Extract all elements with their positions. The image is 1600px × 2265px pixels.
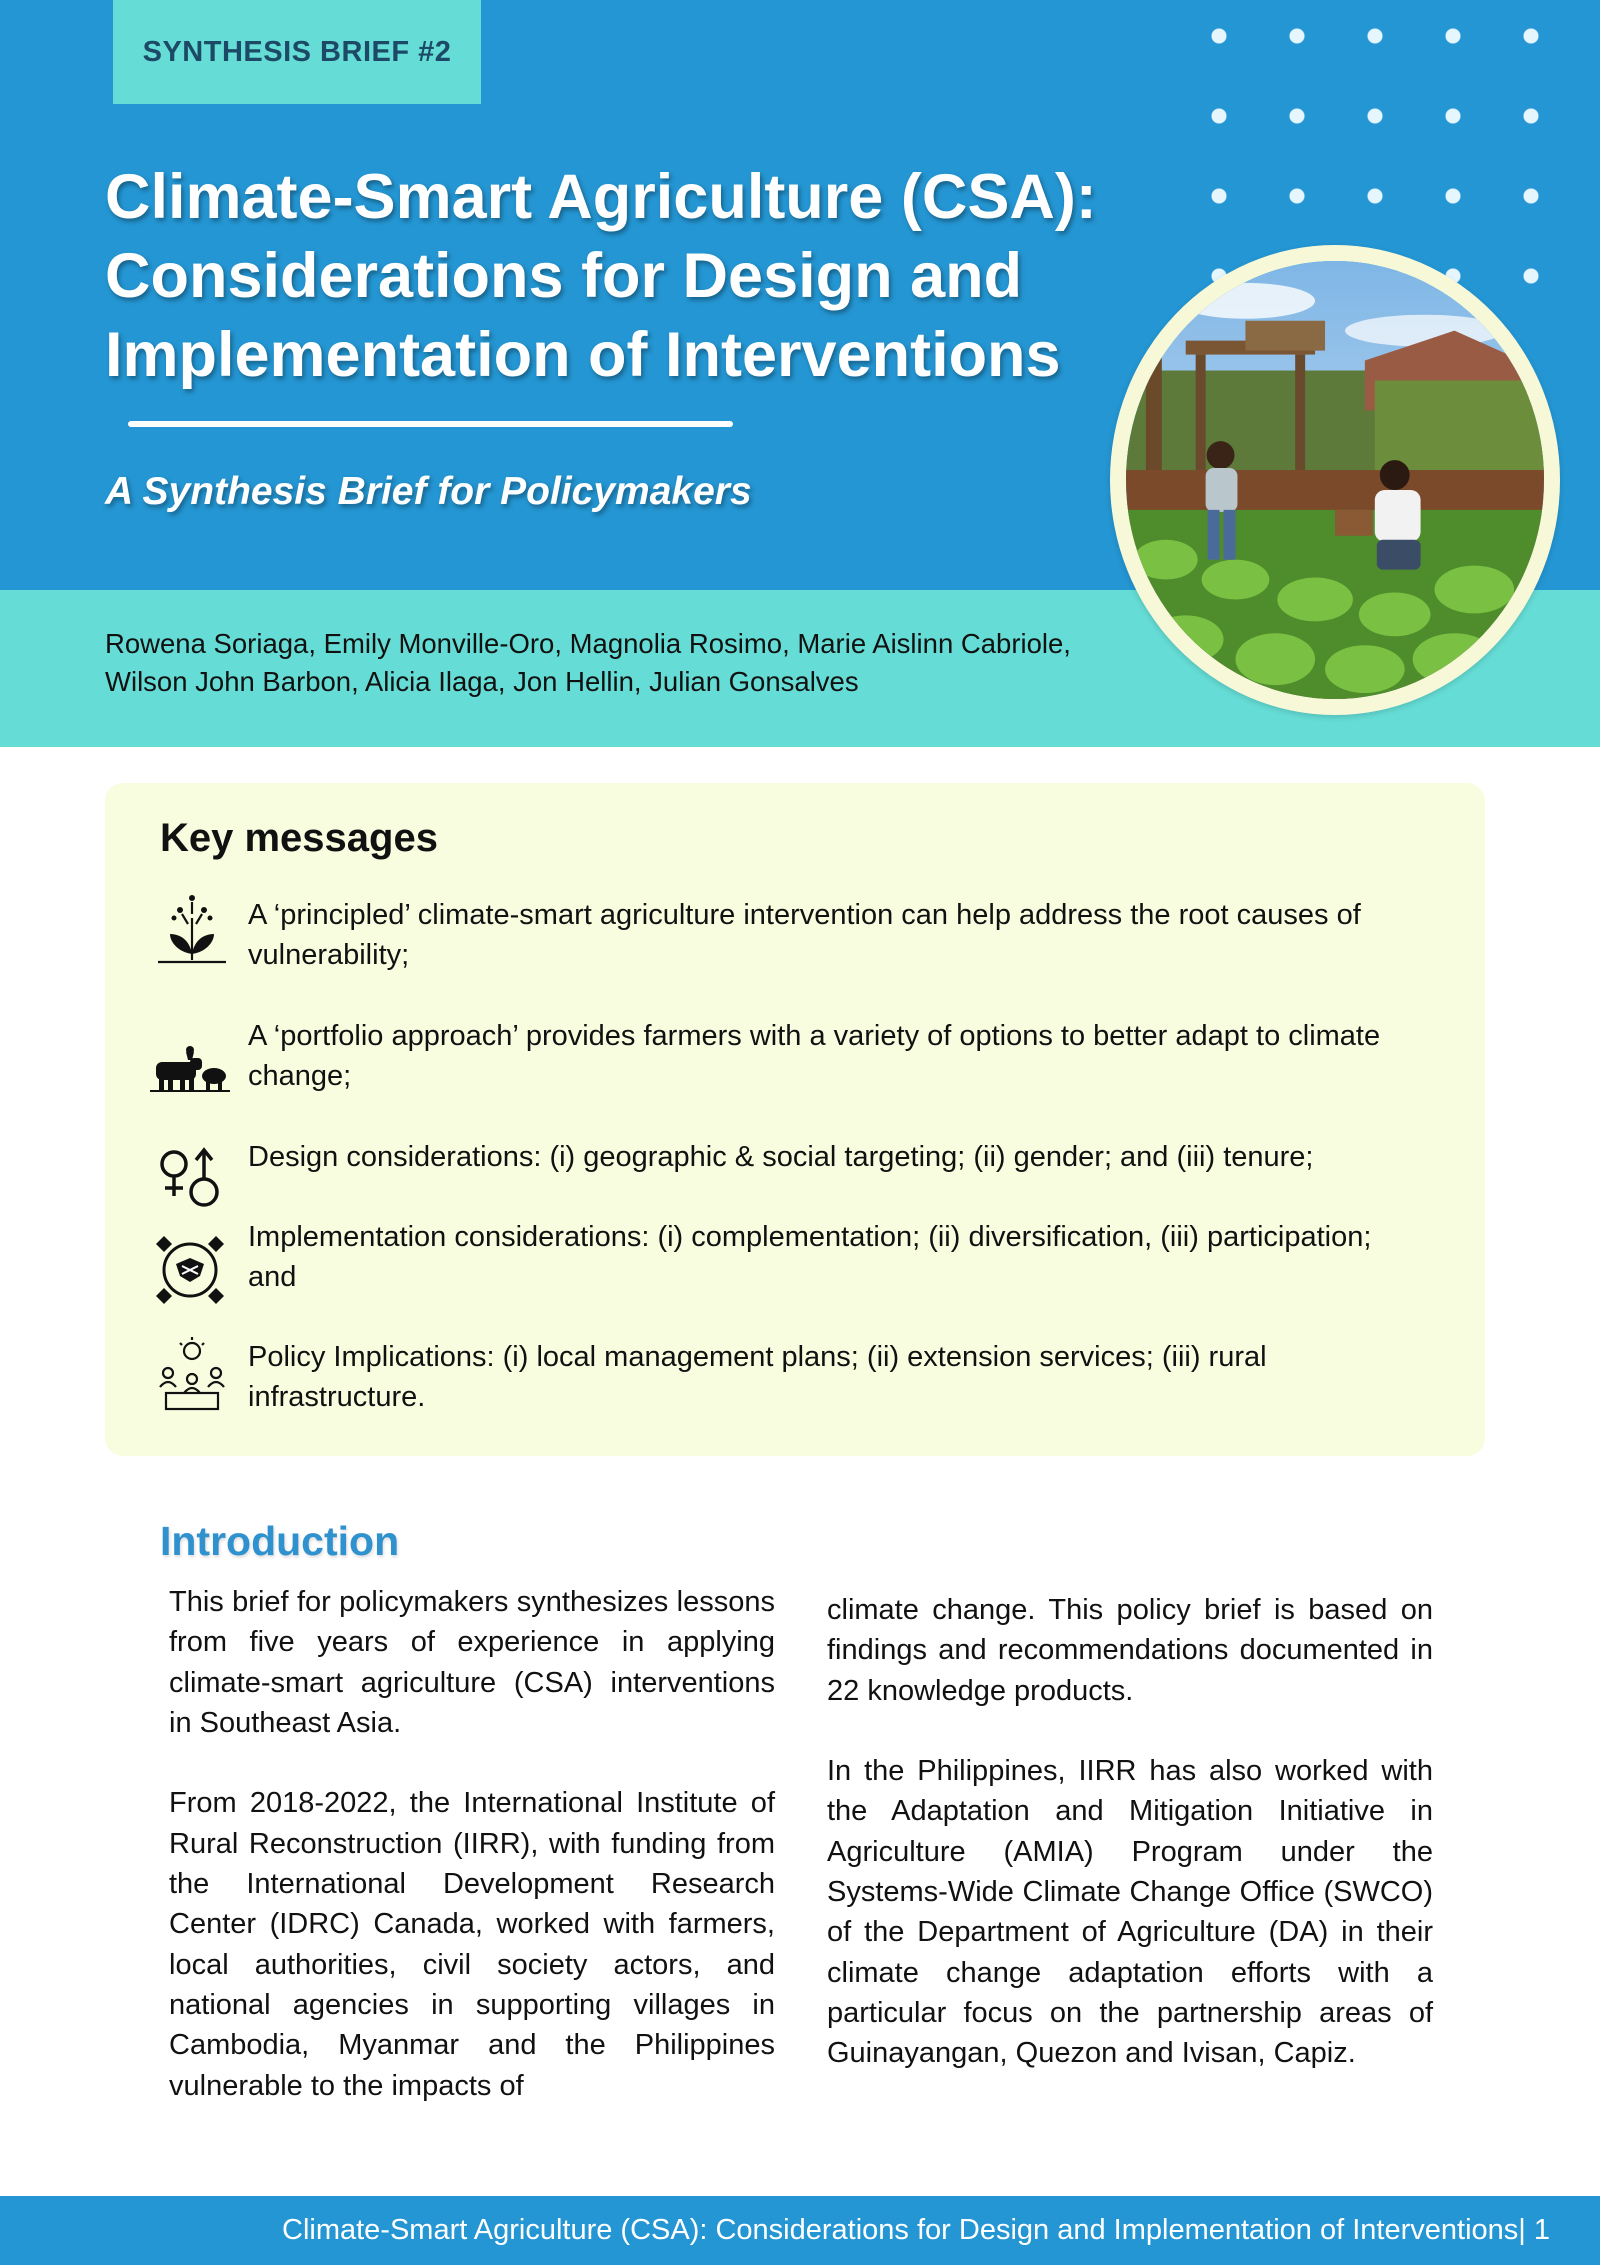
key-message-item: A ‘principled’ climate-smart agriculture intervention can help address the root causes of vulnerability; xyxy=(248,899,1361,971)
plant-sprout-icon xyxy=(152,888,232,968)
key-message-item: Design considerations: (i) geographic & social targeting; (ii) gender; and (iii) tenure; xyxy=(248,1141,1314,1173)
intro-left-column xyxy=(169,1582,775,2146)
intro-paragraph: This brief for policymakers synthesizes lessons from five years of experience in applying climate-smart agriculture (CSA) interventions in Southeast Asia. xyxy=(169,1586,775,1739)
author-line: Rowena Soriaga, Emily Monville-Oro, Magnolia Rosimo, Marie Aislinn Cabriole, xyxy=(105,628,1071,659)
gender-symbol-icon xyxy=(150,1138,230,1218)
author-line: Wilson John Barbon, Alicia Ilaga, Jon Hellin, Julian Gonsalves xyxy=(105,666,859,697)
synthesis-brief-badge: SYNTHESIS BRIEF #2 xyxy=(113,0,481,104)
author-list xyxy=(105,625,1135,701)
title-line: Climate-Smart Agriculture (CSA): xyxy=(105,162,1097,232)
key-message-item: Policy Implications: (i) local management plans; (ii) extension services; (iii) rural infrastructure. xyxy=(248,1341,1267,1413)
livestock-icon xyxy=(150,1030,230,1110)
intro-right-column xyxy=(827,1590,1433,2114)
key-message-item: Implementation considerations: (i) complementation; (ii) diversification, (iii) participation; and xyxy=(248,1221,1372,1293)
page-title xyxy=(105,158,1165,395)
page-footer xyxy=(0,2196,1600,2265)
intro-paragraph: climate change. This policy brief is based on findings and recommendations documented in 22 knowledge products. xyxy=(827,1594,1433,1707)
policy-lightbulb-people-icon xyxy=(152,1335,232,1415)
footer-text: Climate-Smart Agriculture (CSA): Considerations for Design and Implementation of Interventions| 1 xyxy=(282,2214,1550,2246)
garden-illustration xyxy=(1126,261,1544,699)
intro-paragraph: From 2018-2022, the International Institute of Rural Reconstruction (IIRR), with funding from the International Development Research Center (IDRC) Canada, worked with farmers, local authorities, civil society actors, and national agencies in supporting villages in Cambodia, Myanmar and the Philippines vulnerable to the impacts of xyxy=(169,1787,775,2102)
key-messages-heading: Key messages xyxy=(160,816,438,860)
farmers-garden-photo xyxy=(1110,245,1560,715)
introduction-heading: Introduction xyxy=(160,1518,400,1564)
title-line: Implementation of Interventions xyxy=(105,320,1061,390)
participation-hands-icon xyxy=(150,1230,230,1310)
title-divider xyxy=(128,421,733,427)
key-message-item: A ‘portfolio approach’ provides farmers with a variety of options to better adapt to climate change; xyxy=(248,1020,1381,1092)
intro-paragraph: In the Philippines, IIRR has also worked with the Adaptation and Mitigation Initiative in Agriculture (AMIA) Program under the Systems-Wide Climate Change Office (SWCO) of the Department of Agriculture (DA) in their climate change adaptation efforts with a particular focus on the partnership areas of Guinayangan, Quezon and Ivisan, Capiz. xyxy=(827,1755,1433,2070)
subtitle: A Synthesis Brief for Policymakers xyxy=(105,470,752,513)
title-line: Considerations for Design and xyxy=(105,241,1023,311)
